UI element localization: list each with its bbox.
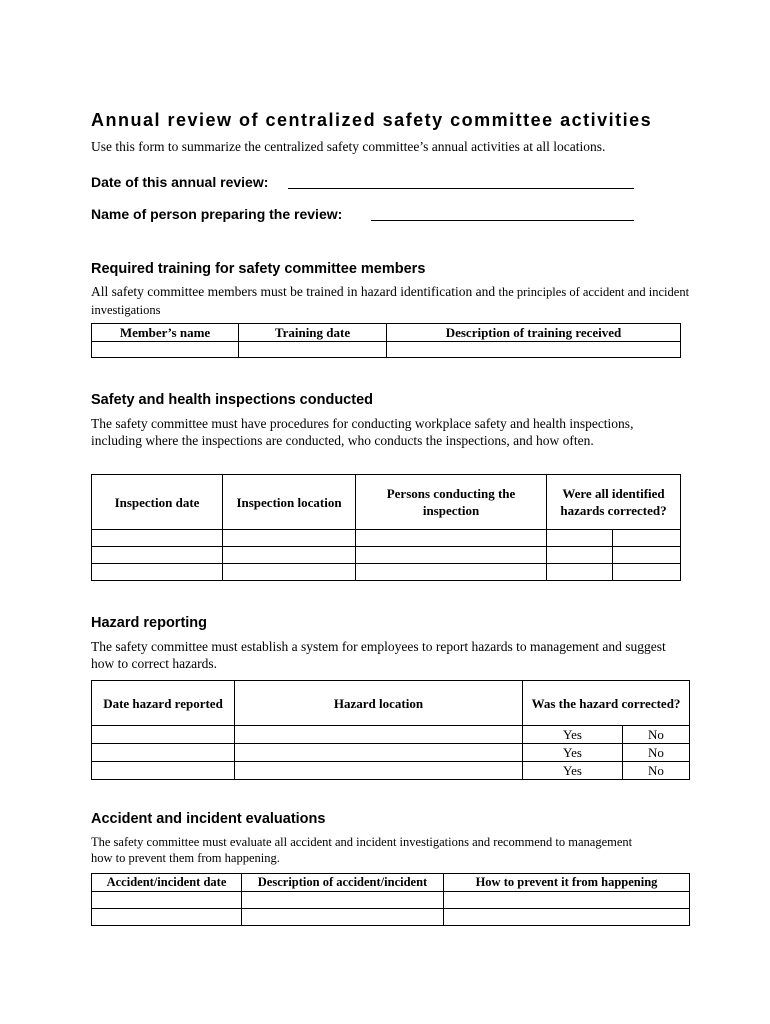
- table-cell[interactable]: [547, 547, 613, 564]
- column-header: Was the hazard corrected?: [523, 681, 690, 726]
- table-cell[interactable]: [92, 530, 223, 547]
- preparer-name-label: Name of person preparing the review:: [91, 206, 343, 222]
- date-of-review-field[interactable]: [288, 188, 634, 189]
- accident-description: The safety committee must evaluate all accident and incident investigations and recommend to management how to prevent them from happening.: [91, 835, 633, 865]
- no-option[interactable]: No: [623, 726, 690, 744]
- column-header: Member’s name: [92, 324, 239, 342]
- column-header: Description of accident/incident: [242, 874, 444, 892]
- table-row: [92, 564, 681, 581]
- table-cell[interactable]: [239, 342, 387, 358]
- table-cell[interactable]: [92, 564, 223, 581]
- training-table: [91, 323, 681, 358]
- table-cell[interactable]: [92, 726, 235, 744]
- table-cell[interactable]: [223, 564, 356, 581]
- column-header: Accident/incident date: [92, 874, 242, 892]
- table-cell[interactable]: [242, 892, 444, 909]
- table-cell[interactable]: [92, 744, 235, 762]
- table-cell[interactable]: [444, 892, 690, 909]
- table-cell[interactable]: [547, 564, 613, 581]
- column-header: Description of training received: [387, 324, 681, 342]
- table-cell[interactable]: [92, 547, 223, 564]
- table-cell[interactable]: [387, 342, 681, 358]
- form-subtitle: Use this form to summarize the centralized safety committee’s annual activities at all locations.: [91, 139, 606, 154]
- column-header: How to prevent it from happening: [444, 874, 690, 892]
- preparer-name-field[interactable]: [371, 220, 634, 221]
- accident-heading: Accident and incident evaluations: [91, 811, 326, 827]
- inspections-table: [91, 474, 681, 581]
- hazard-table: [91, 680, 690, 780]
- accident-table: [91, 873, 690, 926]
- table-cell[interactable]: [547, 530, 613, 547]
- column-header: Persons conducting the inspection: [356, 475, 547, 530]
- table-row: [92, 342, 681, 358]
- table-cell[interactable]: [242, 909, 444, 926]
- yes-option[interactable]: Yes: [523, 726, 623, 744]
- table-row: [92, 744, 690, 762]
- table-cell[interactable]: [356, 547, 547, 564]
- no-option[interactable]: No: [623, 744, 690, 762]
- column-header: Were all identified hazards corrected?: [547, 475, 681, 530]
- table-row: [92, 762, 690, 780]
- table-cell[interactable]: [223, 530, 356, 547]
- no-option[interactable]: No: [623, 762, 690, 780]
- inspections-heading: Safety and health inspections conducted: [91, 392, 373, 408]
- table-cell[interactable]: [92, 909, 242, 926]
- table-row: [92, 726, 690, 744]
- table-cell[interactable]: [356, 530, 547, 547]
- table-cell[interactable]: [92, 342, 239, 358]
- table-cell[interactable]: [613, 564, 681, 581]
- column-header: Training date: [239, 324, 387, 342]
- table-cell[interactable]: [92, 892, 242, 909]
- yes-option[interactable]: Yes: [523, 762, 623, 780]
- table-cell[interactable]: [235, 744, 523, 762]
- hazard-description: The safety committee must establish a system for employees to report hazards to management and suggest how to correct hazards.: [91, 639, 666, 671]
- table-row: [92, 909, 690, 926]
- training-heading: Required training for safety committee members: [91, 261, 426, 277]
- table-cell[interactable]: [92, 762, 235, 780]
- table-row: [92, 530, 681, 547]
- column-header: Date hazard reported: [92, 681, 235, 726]
- column-header: Inspection date: [92, 475, 223, 530]
- table-cell[interactable]: [613, 547, 681, 564]
- table-cell[interactable]: [223, 547, 356, 564]
- table-cell[interactable]: [613, 530, 681, 547]
- column-header: Inspection location: [223, 475, 356, 530]
- form-title: Annual review of centralized safety committee activities: [91, 110, 653, 130]
- training-description: All safety committee members must be trained in hazard identification and the principles of accident and incident investigations: [91, 284, 690, 317]
- hazard-heading: Hazard reporting: [91, 615, 208, 631]
- table-cell[interactable]: [235, 762, 523, 780]
- column-header: Hazard location: [235, 681, 523, 726]
- table-row: [92, 547, 681, 564]
- table-cell[interactable]: [444, 909, 690, 926]
- yes-option[interactable]: Yes: [523, 744, 623, 762]
- table-cell[interactable]: [235, 726, 523, 744]
- table-row: [92, 892, 690, 909]
- inspections-description: The safety committee must have procedures for conducting workplace safety and health inspections, including where the inspections are conducted, who conducts the inspections, and how often.: [91, 416, 634, 448]
- date-of-review-label: Date of this annual review:: [91, 174, 269, 190]
- table-cell[interactable]: [356, 564, 547, 581]
